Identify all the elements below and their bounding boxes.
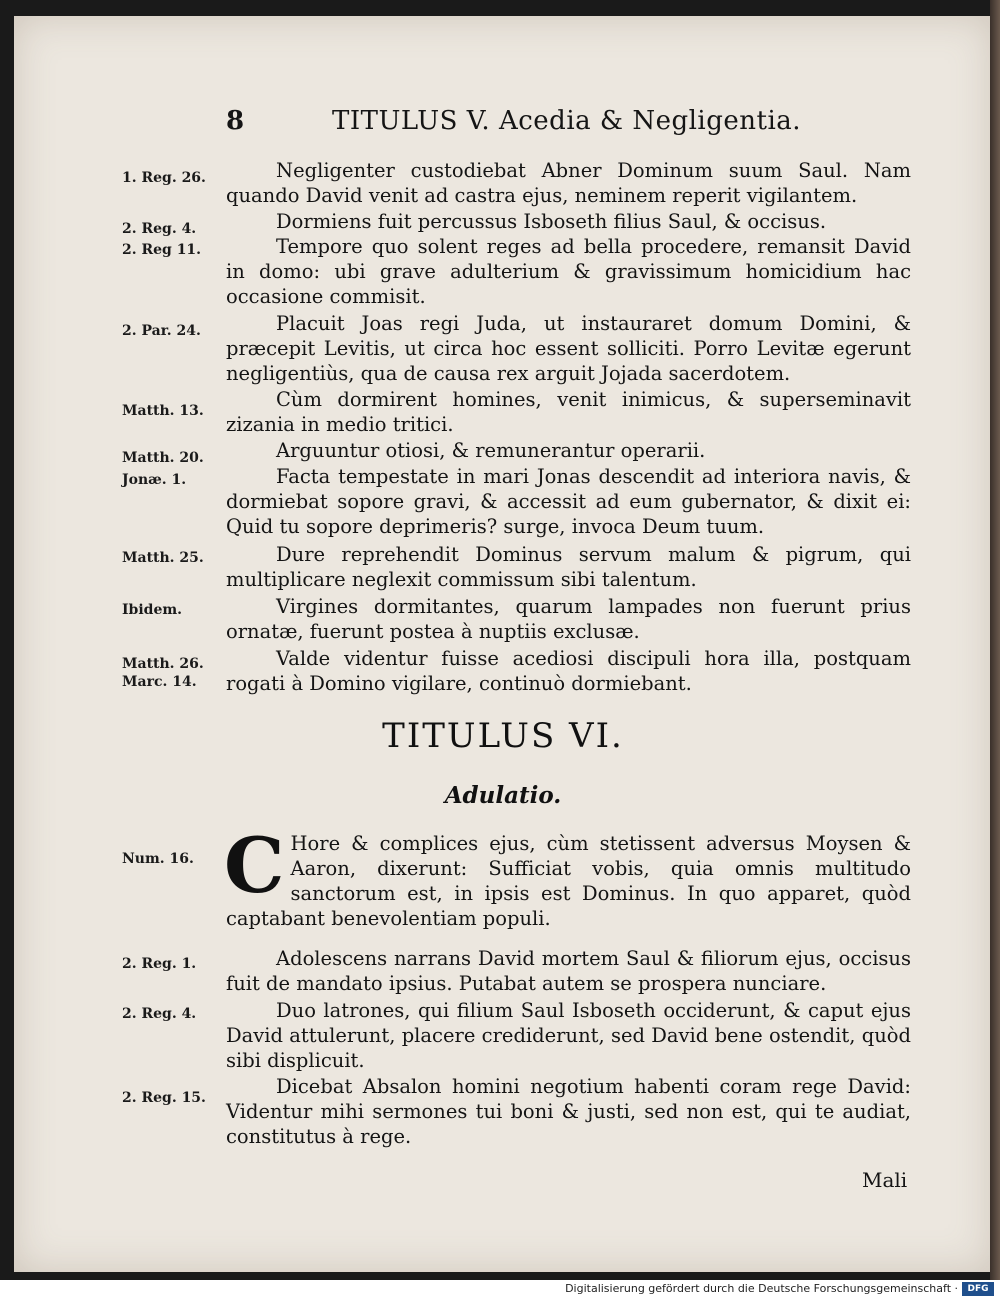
margin-reference: 2. Reg. 4. (122, 221, 197, 237)
entry-text: Dormiens fuit percussus Isboseth filius Saul, & occisus. (276, 210, 827, 233)
funding-credit: Digitalisierung gefördert durch die Deutsche Forschungsgemeinschaft · (565, 1282, 958, 1295)
margin-reference: Matth. 25. (122, 550, 204, 566)
footer-bar (0, 1280, 1000, 1298)
section-title: TITULUS VI. (382, 716, 624, 756)
margin-reference: Marc. 14. (122, 674, 197, 690)
book-edge (990, 0, 1000, 1280)
entry-text: Tempore quo solent reges ad bella procedere, remansit David in domo: ubi grave adulterium & gravissimum homicidium hac occasione commisit. (226, 235, 911, 308)
page-number: 8 (226, 106, 245, 136)
entry-text (224, 821, 911, 931)
entry-text: Cùm dormirent homines, venit inimicus, & superseminavit zizania in medio tritici. (226, 388, 911, 436)
margin-reference: 2. Reg. 1. (122, 956, 197, 972)
entry-text: Placuit Joas regi Juda, ut instauraret domum Domini, & præcepit Levitis, ut circa hoc essent solliciti. Porro Levitæ egerunt negligentiùs, qua de causa rex arguit Jojada sacerdotem. (226, 312, 911, 385)
margin-reference: 2. Reg. 15. (122, 1090, 206, 1106)
entry-text: Adolescens narrans David mortem Saul & filiorum ejus, occisus fuit de mandato ipsius. Putabat autem se prospera nunciare. (226, 947, 911, 995)
entry-text: Virgines dormitantes, quarum lampades non fuerunt prius ornatæ, fuerunt postea à nuptiis exclusæ. (226, 595, 911, 643)
entry-text: Valde videntur fuisse acediosi discipuli hora illa, postquam rogati à Domino vigilare, continuò dormiebant. (226, 647, 911, 695)
drop-cap: C (224, 821, 285, 910)
catchword: Mali (862, 1168, 908, 1192)
entry-text: Dure reprehendit Dominus servum malum & pigrum, qui multiplicare neglexit commissum sibi talentum. (226, 543, 911, 591)
entry-text: Dicebat Absalon homini negotium habenti coram rege David: Videntur mihi sermones tui boni & justi, sed non est, qui te audiat, constitutus à rege. (226, 1075, 911, 1148)
entry-text: Arguuntur otiosi, & remunerantur operarii. (276, 439, 706, 462)
margin-reference: Matth. 20. (122, 450, 204, 466)
margin-reference: 2. Par. 24. (122, 323, 201, 339)
entry-text: Facta tempestate in mari Jonas descendit ad interiora navis, & dormiebat sopore gravi, & accessit ad eum gubernator, & dixit ei: Quid tu sopore deprimeris? surge, invoca Deum tuum. (226, 465, 911, 538)
book-page (14, 16, 992, 1272)
margin-reference: Matth. 26. (122, 656, 204, 672)
margin-reference: 2. Reg. 4. (122, 1006, 197, 1022)
margin-reference: Num. 16. (122, 851, 194, 867)
entry-text-body: Hore & complices ejus, cùm stetissent adversus Moysen & Aaron, dixerunt: Sufficiat vobis, quia omnis multitudo sanctorum est, in ipsis est Dominus. In quo apparet, quòd captabant benevolentiam populi. (226, 832, 911, 930)
running-head (14, 106, 992, 146)
entry-text: Negligenter custodiebat Abner Dominum suum Saul. Nam quando David venit ad castra ejus, neminem reperit vigilantem. (226, 159, 911, 207)
margin-reference: 1. Reg. 26. (122, 170, 206, 186)
margin-reference: Matth. 13. (122, 403, 204, 419)
margin-reference: 2. Reg 11. (122, 242, 202, 258)
margin-reference: Jonæ. 1. (122, 472, 187, 488)
section-subtitle: Adulatio. (444, 782, 562, 809)
running-title: TITULUS V. Acedia & Negligentia. (332, 106, 802, 136)
dfg-logo: DFG (962, 1282, 994, 1296)
entry-text: Duo latrones, qui filium Saul Isboseth occiderunt, & caput ejus David attulerunt, placere crediderunt, sed David bene ostendit, quòd sibi displicuit. (226, 999, 911, 1072)
margin-reference: Ibidem. (122, 602, 183, 618)
